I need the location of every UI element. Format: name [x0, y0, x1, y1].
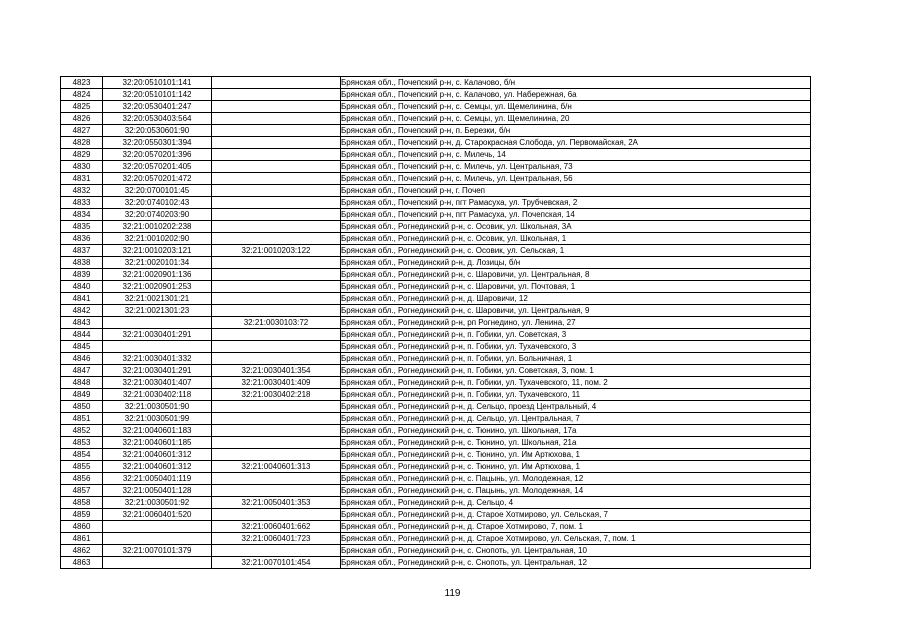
cadastral-number-cell: 32:20:0570201:405 [103, 161, 212, 173]
cadastral-number-cell: 32:21:0050401:119 [103, 473, 212, 485]
address-cell: Брянская обл., Рогнединский р-н, с. Снопоть, ул. Центральная, 10 [341, 545, 811, 557]
address-cell: Брянская обл., Почепский р-н, с. Милечь, ул. Центральная, 56 [341, 173, 811, 185]
table-row [61, 341, 811, 353]
row-number-cell: 4844 [61, 329, 103, 341]
address-cell: Брянская обл., Почепский р-н, с. Калачово, б/н [341, 77, 811, 89]
row-number-cell: 4859 [61, 509, 103, 521]
related-cadastral-number-cell: 32:21:0060401:662 [212, 521, 341, 533]
address-cell: Брянская обл., Рогнединский р-н, п. Гобики, ул. Советская, 3 [341, 329, 811, 341]
cadastral-number-cell: 32:21:0010202:238 [103, 221, 212, 233]
address-cell: Брянская обл., Рогнединский р-н, с. Тюнино, ул. Школьная, 17а [341, 425, 811, 437]
row-number-cell: 4832 [61, 185, 103, 197]
row-number-cell: 4842 [61, 305, 103, 317]
related-cadastral-number-cell: 32:21:0050401:353 [212, 497, 341, 509]
table-row [61, 233, 811, 245]
related-cadastral-number-cell [212, 125, 341, 137]
table-row [61, 365, 811, 377]
related-cadastral-number-cell [212, 329, 341, 341]
cadastral-number-cell: 32:21:0021301:21 [103, 293, 212, 305]
table-row [61, 377, 811, 389]
address-cell: Брянская обл., Рогнединский р-н, д. Шаровичи, 12 [341, 293, 811, 305]
address-cell: Брянская обл., Почепский р-н, с. Семцы, ул. Щемелинина, б/н [341, 101, 811, 113]
row-number-cell: 4838 [61, 257, 103, 269]
address-cell: Брянская обл., Рогнединский р-н, с. Тюнино, ул. Школьная, 21а [341, 437, 811, 449]
table-row [61, 317, 811, 329]
related-cadastral-number-cell [212, 269, 341, 281]
cadastral-number-cell: 32:20:0740102:43 [103, 197, 212, 209]
table-row [61, 497, 811, 509]
cadastral-number-cell [103, 317, 212, 329]
address-cell: Брянская обл., Рогнединский р-н, п. Гобики, ул. Тухачевского, 11, пом. 2 [341, 377, 811, 389]
related-cadastral-number-cell [212, 77, 341, 89]
related-cadastral-number-cell: 32:21:0040601:313 [212, 461, 341, 473]
cadastral-number-cell: 32:21:0030501:90 [103, 401, 212, 413]
cadastral-number-cell: 32:20:0550301:394 [103, 137, 212, 149]
address-cell: Брянская обл., Почепский р-н, г. Почеп [341, 185, 811, 197]
row-number-cell: 4824 [61, 89, 103, 101]
address-cell: Брянская обл., Почепский р-н, с. Милечь, 14 [341, 149, 811, 161]
address-cell: Брянская обл., Рогнединский р-н, д. Лозицы, б/н [341, 257, 811, 269]
table-body [61, 77, 811, 569]
table-row [61, 281, 811, 293]
address-cell: Брянская обл., Рогнединский р-н, д. Старое Хотмирово, ул. Сельская, 7 [341, 509, 811, 521]
cadastral-number-cell: 32:21:0060401:520 [103, 509, 212, 521]
row-number-cell: 4852 [61, 425, 103, 437]
table-row [61, 449, 811, 461]
row-number-cell: 4860 [61, 521, 103, 533]
address-cell: Брянская обл., Рогнединский р-н, п. Гобики, ул. Советская, 3, пом. 1 [341, 365, 811, 377]
cadastral-number-cell: 32:20:0530403:564 [103, 113, 212, 125]
row-number-cell: 4828 [61, 137, 103, 149]
cadastral-number-cell: 32:20:0700101:45 [103, 185, 212, 197]
table-row [61, 149, 811, 161]
table-row [61, 245, 811, 257]
page-number: 119 [444, 588, 461, 599]
address-cell: Брянская обл., Рогнединский р-н, д. Сельцо, ул. Центральная, 7 [341, 413, 811, 425]
table-row [61, 113, 811, 125]
address-cell: Брянская обл., Рогнединский р-н, с. Осовик, ул. Школьная, 1 [341, 233, 811, 245]
related-cadastral-number-cell [212, 149, 341, 161]
address-cell: Брянская обл., Рогнединский р-н, д. Старое Хотмирово, 7, пом. 1 [341, 521, 811, 533]
table-row [61, 485, 811, 497]
address-cell: Брянская обл., Рогнединский р-н, с. Шаровичи, ул. Центральная, 8 [341, 269, 811, 281]
related-cadastral-number-cell [212, 425, 341, 437]
related-cadastral-number-cell: 32:21:0030103:72 [212, 317, 341, 329]
cadastral-number-cell: 32:20:0510101:142 [103, 89, 212, 101]
related-cadastral-number-cell [212, 281, 341, 293]
table-row [61, 425, 811, 437]
related-cadastral-number-cell [212, 101, 341, 113]
related-cadastral-number-cell [212, 509, 341, 521]
cadastral-number-cell: 32:21:0020901:136 [103, 269, 212, 281]
related-cadastral-number-cell [212, 341, 341, 353]
row-number-cell: 4850 [61, 401, 103, 413]
cadastral-number-cell: 32:21:0040601:312 [103, 461, 212, 473]
table-row [61, 137, 811, 149]
table-row [61, 437, 811, 449]
table-row [61, 269, 811, 281]
table-row [61, 521, 811, 533]
row-number-cell: 4845 [61, 341, 103, 353]
address-cell: Брянская обл., Почепский р-н, пгт Рамасуха, ул. Почепская, 14 [341, 209, 811, 221]
address-cell: Брянская обл., Рогнединский р-н, д. Сельцо, 4 [341, 497, 811, 509]
cadastral-number-cell: 32:21:0030401:407 [103, 377, 212, 389]
table-row [61, 509, 811, 521]
table-row [61, 353, 811, 365]
address-cell: Брянская обл., Рогнединский р-н, с. Пацынь, ул. Молодежная, 14 [341, 485, 811, 497]
table-row [61, 389, 811, 401]
related-cadastral-number-cell [212, 413, 341, 425]
address-cell: Брянская обл., Рогнединский р-н, с. Шаровичи, ул. Центральная, 9 [341, 305, 811, 317]
table-row [61, 413, 811, 425]
address-cell: Брянская обл., Рогнединский р-н, с. Тюнино, ул. Им Артюхова, 1 [341, 461, 811, 473]
cadastral-number-cell: 32:21:0010202:90 [103, 233, 212, 245]
row-number-cell: 4827 [61, 125, 103, 137]
cadastral-number-cell: 32:20:0740203:90 [103, 209, 212, 221]
row-number-cell: 4834 [61, 209, 103, 221]
cadastral-number-cell: 32:20:0570201:472 [103, 173, 212, 185]
address-cell: Брянская обл., Почепский р-н, с. Семцы, ул. Щемелинина, 20 [341, 113, 811, 125]
address-cell: Брянская обл., Почепский р-н, п. Березки, б/н [341, 125, 811, 137]
address-cell: Брянская обл., Почепский р-н, с. Калачово, ул. Набережная, 6а [341, 89, 811, 101]
row-number-cell: 4840 [61, 281, 103, 293]
address-cell: Брянская обл., Почепский р-н, пгт Рамасуха, ул. Трубчевская, 2 [341, 197, 811, 209]
related-cadastral-number-cell [212, 233, 341, 245]
row-number-cell: 4846 [61, 353, 103, 365]
row-number-cell: 4825 [61, 101, 103, 113]
table-row [61, 101, 811, 113]
table-row [61, 533, 811, 545]
row-number-cell: 4830 [61, 161, 103, 173]
cadastral-number-cell: 32:21:0030401:332 [103, 353, 212, 365]
related-cadastral-number-cell: 32:21:0030401:409 [212, 377, 341, 389]
table-row [61, 473, 811, 485]
row-number-cell: 4837 [61, 245, 103, 257]
cadastral-number-cell [103, 533, 212, 545]
row-number-cell: 4826 [61, 113, 103, 125]
table-row [61, 125, 811, 137]
address-cell: Брянская обл., Рогнединский р-н, с. Пацынь, ул. Молодежная, 12 [341, 473, 811, 485]
related-cadastral-number-cell [212, 173, 341, 185]
table-row [61, 161, 811, 173]
related-cadastral-number-cell: 32:21:0010203:122 [212, 245, 341, 257]
cadastral-number-cell: 32:21:0030501:99 [103, 413, 212, 425]
cadastral-number-cell: 32:21:0040601:312 [103, 449, 212, 461]
row-number-cell: 4851 [61, 413, 103, 425]
table-row [61, 293, 811, 305]
row-number-cell: 4835 [61, 221, 103, 233]
address-cell: Брянская обл., Почепский р-н, д. Старокрасная Слобода, ул. Первомайская, 2А [341, 137, 811, 149]
cadastral-number-cell: 32:21:0030501:92 [103, 497, 212, 509]
row-number-cell: 4836 [61, 233, 103, 245]
registry-table [60, 76, 811, 569]
address-cell: Брянская обл., Рогнединский р-н, с. Осовик, ул. Сельская, 1 [341, 245, 811, 257]
address-cell: Брянская обл., Рогнединский р-н, п. Гобики, ул. Тухачевского, 3 [341, 341, 811, 353]
related-cadastral-number-cell [212, 209, 341, 221]
cadastral-number-cell: 32:21:0050401:128 [103, 485, 212, 497]
address-cell: Брянская обл., Почепский р-н, с. Милечь, ул. Центральная, 73 [341, 161, 811, 173]
related-cadastral-number-cell [212, 137, 341, 149]
cadastral-number-cell: 32:21:0020101:34 [103, 257, 212, 269]
row-number-cell: 4857 [61, 485, 103, 497]
cadastral-number-cell [103, 341, 212, 353]
row-number-cell: 4848 [61, 377, 103, 389]
address-cell: Брянская обл., Рогнединский р-н, д. Старое Хотмирово, ул. Сельская, 7, пом. 1 [341, 533, 811, 545]
address-cell: Брянская обл., Рогнединский р-н, с. Осовик, ул. Школьная, 3А [341, 221, 811, 233]
related-cadastral-number-cell [212, 437, 341, 449]
address-cell: Брянская обл., Рогнединский р-н, с. Снопоть, ул. Центральная, 12 [341, 557, 811, 569]
related-cadastral-number-cell [212, 257, 341, 269]
related-cadastral-number-cell [212, 449, 341, 461]
table-row [61, 173, 811, 185]
row-number-cell: 4854 [61, 449, 103, 461]
table-row [61, 89, 811, 101]
cadastral-number-cell: 32:20:0510101:141 [103, 77, 212, 89]
table-row [61, 329, 811, 341]
row-number-cell: 4833 [61, 197, 103, 209]
cadastral-number-cell: 32:20:0530601:90 [103, 125, 212, 137]
cadastral-number-cell: 32:21:0070101:379 [103, 545, 212, 557]
related-cadastral-number-cell [212, 485, 341, 497]
cadastral-number-cell [103, 521, 212, 533]
related-cadastral-number-cell [212, 221, 341, 233]
table-row [61, 77, 811, 89]
row-number-cell: 4855 [61, 461, 103, 473]
cadastral-number-cell: 32:21:0040601:183 [103, 425, 212, 437]
address-cell: Брянская обл., Рогнединский р-н, п. Гобики, ул. Больничная, 1 [341, 353, 811, 365]
cadastral-number-cell: 32:21:0010203:121 [103, 245, 212, 257]
row-number-cell: 4831 [61, 173, 103, 185]
related-cadastral-number-cell [212, 113, 341, 125]
cadastral-number-cell: 32:21:0040601:185 [103, 437, 212, 449]
row-number-cell: 4829 [61, 149, 103, 161]
cadastral-number-cell: 32:21:0020901:253 [103, 281, 212, 293]
related-cadastral-number-cell [212, 401, 341, 413]
related-cadastral-number-cell [212, 185, 341, 197]
related-cadastral-number-cell [212, 89, 341, 101]
address-cell: Брянская обл., Рогнединский р-н, с. Тюнино, ул. Им Артюхова, 1 [341, 449, 811, 461]
table-row [61, 197, 811, 209]
cadastral-number-cell: 32:21:0021301:23 [103, 305, 212, 317]
table-row [61, 257, 811, 269]
related-cadastral-number-cell: 32:21:0060401:723 [212, 533, 341, 545]
table-row [61, 209, 811, 221]
row-number-cell: 4823 [61, 77, 103, 89]
row-number-cell: 4853 [61, 437, 103, 449]
table-row [61, 557, 811, 569]
cadastral-number-cell [103, 557, 212, 569]
address-cell: Брянская обл., Рогнединский р-н, рп Рогнедино, ул. Ленина, 27 [341, 317, 811, 329]
cadastral-number-cell: 32:21:0030401:291 [103, 365, 212, 377]
row-number-cell: 4863 [61, 557, 103, 569]
cadastral-number-cell: 32:20:0530401:247 [103, 101, 212, 113]
cadastral-number-cell: 32:21:0030402:118 [103, 389, 212, 401]
related-cadastral-number-cell [212, 305, 341, 317]
address-cell: Брянская обл., Рогнединский р-н, с. Шаровичи, ул. Почтовая, 1 [341, 281, 811, 293]
cadastral-number-cell: 32:20:0570201:396 [103, 149, 212, 161]
row-number-cell: 4839 [61, 269, 103, 281]
table-row [61, 401, 811, 413]
related-cadastral-number-cell [212, 197, 341, 209]
table-row [61, 461, 811, 473]
related-cadastral-number-cell [212, 293, 341, 305]
row-number-cell: 4849 [61, 389, 103, 401]
address-cell: Брянская обл., Рогнединский р-н, д. Сельцо, проезд Центральный, 4 [341, 401, 811, 413]
row-number-cell: 4847 [61, 365, 103, 377]
related-cadastral-number-cell: 32:21:0070101:454 [212, 557, 341, 569]
table-row [61, 545, 811, 557]
row-number-cell: 4862 [61, 545, 103, 557]
row-number-cell: 4858 [61, 497, 103, 509]
row-number-cell: 4861 [61, 533, 103, 545]
related-cadastral-number-cell [212, 545, 341, 557]
table-row [61, 305, 811, 317]
related-cadastral-number-cell: 32:21:0030401:354 [212, 365, 341, 377]
related-cadastral-number-cell: 32:21:0030402:218 [212, 389, 341, 401]
related-cadastral-number-cell [212, 161, 341, 173]
table-row [61, 185, 811, 197]
row-number-cell: 4843 [61, 317, 103, 329]
row-number-cell: 4841 [61, 293, 103, 305]
table-row [61, 221, 811, 233]
address-cell: Брянская обл., Рогнединский р-н, п. Гобики, ул. Тухачевского, 11 [341, 389, 811, 401]
row-number-cell: 4856 [61, 473, 103, 485]
cadastral-number-cell: 32:21:0030401:291 [103, 329, 212, 341]
related-cadastral-number-cell [212, 473, 341, 485]
related-cadastral-number-cell [212, 353, 341, 365]
